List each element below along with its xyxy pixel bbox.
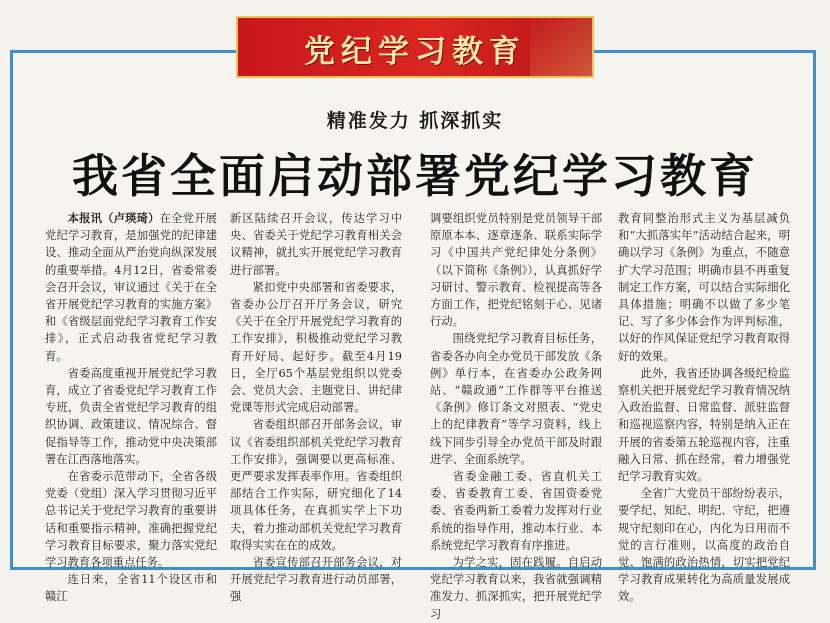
paragraph: 新区陆续召开会议，传达学习中央、省委关于党纪学习教育相关会议精神，就扎实开展党纪学习教育进行部署。 <box>230 212 402 277</box>
text-column-3 <box>430 210 602 623</box>
article-subtitle: 精准发力 抓深抓实 <box>326 110 504 132</box>
paragraph: 连日来，全省11个设区市和赣江 <box>45 573 217 604</box>
paragraph: 围绕党纪学习教育目标任务，省委各办向全办党员干部发放《条例》单行本，在省委办公政务网站、“赣政通”工作群等平台推送《条例》修订条文对照表、“党史上的纪律教育”等学习资料，线上线下同步引导全办党员干部及时跟进学、全面系统学。 <box>430 332 602 466</box>
text-column-4 <box>618 210 790 606</box>
paragraph: 省委宣传部召开部务会议，对开展党纪学习教育进行动员部署，强 <box>230 556 402 604</box>
paragraph: 省委组织部召开部务会议，审议《省委组织部机关党纪学习教育工作安排》，强调要以更高标准、更严要求发挥表率作用。省委组织部结合工作实际，研究细化了14项具体任务，在真抓实学上下功夫，着力推动部机关党纪学习教育取得实实在在的成效。 <box>230 418 402 552</box>
paragraph: 此外，我省还协调各级纪检监察机关把开展党纪学习教育情况纳入政治监督、日常监督、派驻监督和巡视巡察内容，特别是纳入正在开展的省委第五轮巡视内容，注重融入日常、抓在经常，着力增强党纪学习教育实效。 <box>618 366 790 484</box>
paragraph: 在省委示范带动下，全省各级党委（党组）深入学习贯彻习近平总书记关于党纪学习教育的重要讲话和重要指示精神，准确把握党纪学习教育目标要求，聚力落实党纪学习教育各项重点任务。 <box>45 470 217 570</box>
paragraph: 调要组织党员特别是党员领导干部原原本本、逐章逐条、联系实际学习《中国共产党纪律处分条例》（以下简称《条例》），认真抓好学习研讨、警示教育、检视提高等各方面工作，把党纪铭刻于心、见诸行动。 <box>430 212 602 329</box>
paragraph: 省委高度重视开展党纪学习教育，成立了省委党纪学习教育工作专班，负责全省党纪学习教育的组织协调、政策建议、情况综合、督促指导等工作，推动党中央决策部署在江西落地落实。 <box>45 366 217 466</box>
byline: 本报讯（卢瑛琦） <box>67 211 160 225</box>
text-column-2 <box>230 210 402 606</box>
section-banner <box>236 16 594 78</box>
text-column-1 <box>45 210 217 606</box>
paragraph: 全省广大党员干部纷纷表示，要学纪、知纪、明纪、守纪，把遵规守纪刻印在心，内化为日用而不觉的言行准则，以高度的政治自觉、饱满的政治热情，切实把党纪学习教育成果转化为高质量发展成效。 <box>618 487 790 604</box>
paragraph: 教育同整治形式主义为基层减负和“大抓落实年”活动结合起来，明确以学习《条例》为重点，不随意扩大学习范围；明确市县不再重复制定工作方案，可以结合实际细化具体措施；明确不以做了多少笔记、写了多少体会作为评判标准，以好的作风保证党纪学习教育取得好的效果。 <box>618 212 790 363</box>
paragraph: 紧扣党中央部署和省委要求，省委办公厅召开厅务会议，研究《关于在全厅开展党纪学习教育的工作安排》，积极推动党纪学习教育开好局、起好步。截至4月19日，全厅65个基层党组织以党委会、党员大会、主题党日、讲纪律党课等形式完成启动部署。 <box>230 280 402 415</box>
paragraph: 本报讯（卢瑛琦）在全党开展党纪学习教育，是加强党的纪律建设、推动全面从严治党向纵深发展的重要举措。4月12日，省委常委会召开会议，审议通过《关于在全省开展党纪学习教育的实施方案》和《省级层面党纪学习教育工作安排》，正式启动我省党纪学习教育。 <box>45 211 217 363</box>
paragraph: 为学之实，固在践履。自启动党纪学习教育以来，我省就强调精准发力、抓深抓实，把开展党纪学习 <box>430 556 602 621</box>
paragraph: 省委金融工委、省直机关工委、省委教育工委、省国资委党委、省委两新工委着力发挥对行业系统的指导作用，推动本行业、本系统党纪学习教育有序推进。 <box>430 470 602 552</box>
banner-title: 党纪学习教育 <box>304 34 526 70</box>
article-headline: 我省全面启动部署党纪学习教育 <box>72 149 758 203</box>
